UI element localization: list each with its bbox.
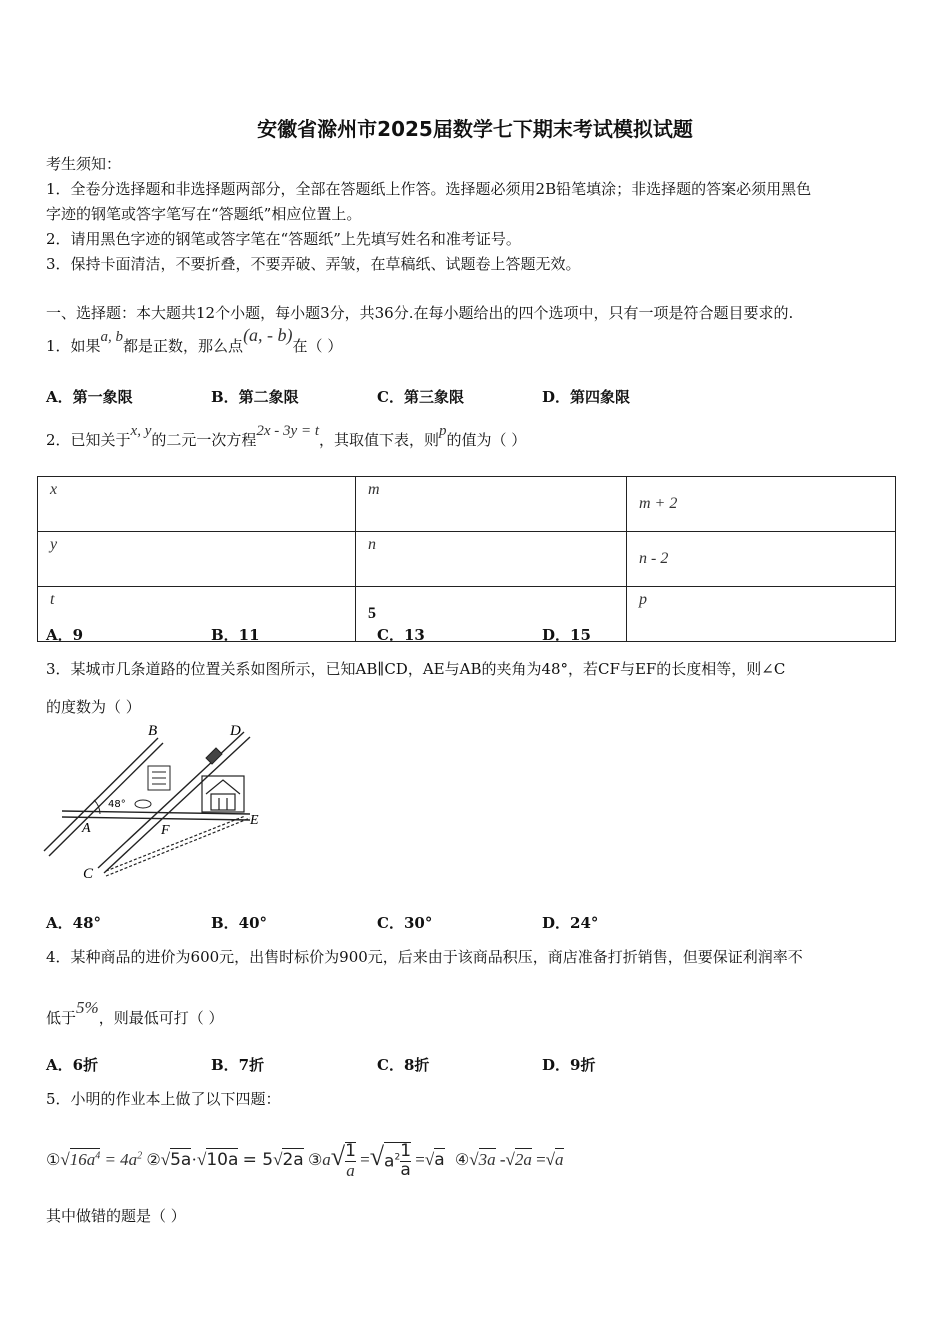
- option-a[interactable]: A．第一象限: [46, 388, 133, 406]
- item-3-eq2: =: [415, 1150, 425, 1169]
- q1-point: (a, - b): [243, 325, 293, 345]
- item-3-a: a: [384, 1151, 395, 1172]
- item-4-eq: =: [536, 1150, 546, 1169]
- option-d[interactable]: D．15: [542, 626, 591, 644]
- item-4-radicand-a: 3a: [478, 1150, 496, 1169]
- option-b[interactable]: B．第二象限: [211, 388, 299, 406]
- table-cell: m: [356, 477, 627, 532]
- item-3-result: a: [434, 1150, 445, 1170]
- q2-prefix: 2．已知关于: [46, 431, 131, 449]
- section-heading: 一、选择题：本大题共12个小题，每小题3分，共36分.在每小题给出的四个选项中，只有一项是符合题目要求的.: [46, 304, 794, 322]
- question-5-line1: 5．小明的作业本上做了以下四题：: [46, 1090, 281, 1108]
- question-3-line2: 的度数为（ ）: [46, 698, 141, 716]
- option-c[interactable]: C．13: [377, 626, 425, 644]
- item-3-coef: a: [322, 1150, 331, 1169]
- item-4-radicand-b: 2a: [514, 1150, 532, 1169]
- car-icon: [135, 800, 151, 808]
- q1-suffix: 在（ ）: [292, 337, 343, 355]
- notice-item: 2．请用黑色字迹的钢笔或答字笔在“答题纸”上先填写姓名和准考证号。: [46, 230, 521, 248]
- label-e: E: [250, 813, 259, 828]
- notice-item: 字迹的钢笔或答字笔写在“答题纸”相应位置上。: [46, 205, 362, 223]
- option-c[interactable]: C．第三象限: [377, 388, 464, 406]
- table-row: [38, 587, 896, 642]
- item-1-result: = 4a: [104, 1150, 138, 1169]
- q4-prefix: 低于: [46, 1009, 77, 1027]
- option-d[interactable]: D．9折: [542, 1056, 596, 1074]
- question-4-line1: 4．某种商品的进价为600元，出售时标价为900元，后来由于该商品积压，商店准备打折销售，但要保证利润率不: [46, 948, 803, 966]
- item-1-number: ①: [46, 1150, 61, 1169]
- q2-mid: 的二元一次方程: [151, 431, 257, 449]
- item-3-number: ③: [307, 1150, 323, 1169]
- q5-expressions: $①√16a^4 = 4a^2$ ②√5a·√10a = 5√2a ③a√ $\frac{1}{a}$ $=√a^2$ $\frac{1}{a}$ =√a ④√3a -√2a =√a: [46, 1141, 564, 1181]
- road-figure: [40, 718, 280, 886]
- table-cell: p: [627, 587, 896, 642]
- option-c[interactable]: C．8折: [377, 1056, 430, 1074]
- question-3-line1: 3．某城市几条道路的位置关系如图所示，已知AB∥CD，AE与AB的夹角为48°，若CF与EF的长度相等，则∠C: [46, 660, 786, 678]
- question-2: [46, 423, 527, 450]
- page-title: 安徽省滁州市2025届数学七下期末考试模拟试题: [257, 117, 693, 141]
- item-3-num2: 1: [400, 1141, 412, 1162]
- q2-table: [37, 476, 896, 642]
- question-1: [46, 325, 343, 356]
- item-3-num: 1: [345, 1141, 356, 1162]
- table-cell: t: [38, 587, 356, 642]
- item-3-a-exp: 2: [394, 1152, 401, 1163]
- question-5-line2: 其中做错的题是（ ）: [46, 1207, 186, 1225]
- label-f: F: [161, 823, 170, 838]
- item-2-radicand-b: 10a: [206, 1150, 239, 1170]
- item-1-exp: 4: [95, 1150, 101, 1162]
- option-a[interactable]: A．6折: [46, 1056, 99, 1074]
- road-ec: [106, 816, 250, 876]
- notice-item: 1．全卷分选择题和非选择题两部分，全部在答题纸上作答。选择题必须用2B铅笔填涂；非选择题的答案必须用黑色: [46, 180, 812, 198]
- table-cell: n: [356, 532, 627, 587]
- option-d[interactable]: D．24°: [542, 914, 599, 932]
- option-b[interactable]: B．11: [211, 626, 260, 644]
- sign-icon: [206, 748, 222, 764]
- option-b[interactable]: B．40°: [211, 914, 268, 932]
- q4-suffix: ，则最低可打（ ）: [98, 1009, 224, 1027]
- item-1-base: 16a: [69, 1150, 96, 1169]
- option-b[interactable]: B．7折: [211, 1056, 265, 1074]
- table-cell: n - 2: [627, 532, 896, 587]
- q2-vars: x, y: [130, 423, 152, 439]
- question-4-line2: [46, 998, 224, 1028]
- option-a[interactable]: A．9: [46, 626, 84, 644]
- table-row: [38, 532, 896, 587]
- label-b: B: [148, 723, 158, 739]
- label-c: C: [83, 866, 94, 882]
- item-2-result-radicand: 2a: [282, 1150, 304, 1170]
- item-4-result: a: [555, 1150, 564, 1169]
- label-d: D: [230, 723, 241, 739]
- item-1-result-exp: 2: [137, 1150, 143, 1162]
- item-2-radicand-a: 5a: [170, 1150, 192, 1170]
- q2-mid2: ，其取值下表，则: [319, 431, 440, 449]
- table-cell: x: [38, 477, 356, 532]
- option-a[interactable]: A．48°: [46, 914, 102, 932]
- table-cell: 5: [356, 587, 627, 642]
- notice-item: 3．保持卡面清洁，不要折叠，不要弄破、弄皱，在草稿纸、试题卷上答题无效。: [46, 255, 581, 273]
- table-row: [38, 477, 896, 532]
- item-3-den2: a: [400, 1160, 411, 1181]
- notice-heading: 考生须知：: [46, 155, 122, 173]
- q2-equation: 2x - 3y = t: [256, 423, 319, 439]
- label-a: A: [82, 821, 91, 836]
- q2-p: p: [439, 423, 447, 439]
- item-3-eq: =: [360, 1150, 370, 1169]
- q1-math: a, b: [100, 329, 124, 345]
- q1-prefix: 1．如果: [46, 337, 101, 355]
- table-cell: m + 2: [627, 477, 896, 532]
- item-4-minus: -: [499, 1150, 506, 1169]
- item-2-number: ②: [146, 1150, 161, 1169]
- item-1-radicand: [70, 1148, 101, 1169]
- option-c[interactable]: C．30°: [377, 914, 433, 932]
- label-angle: 48°: [108, 799, 126, 810]
- table-cell: y: [38, 532, 356, 587]
- q4-rate: 5%: [76, 998, 99, 1017]
- road-ab: [44, 738, 163, 856]
- house-icon: [202, 776, 244, 812]
- q2-suffix: 的值为（ ）: [446, 431, 527, 449]
- q1-mid: 都是正数，那么点: [123, 337, 244, 355]
- item-4-number: ④: [454, 1150, 470, 1169]
- option-d[interactable]: D．第四象限: [542, 388, 631, 406]
- building-icon: [148, 766, 170, 790]
- item-3-den: a: [346, 1161, 355, 1181]
- item-2-result: = 5: [242, 1150, 274, 1170]
